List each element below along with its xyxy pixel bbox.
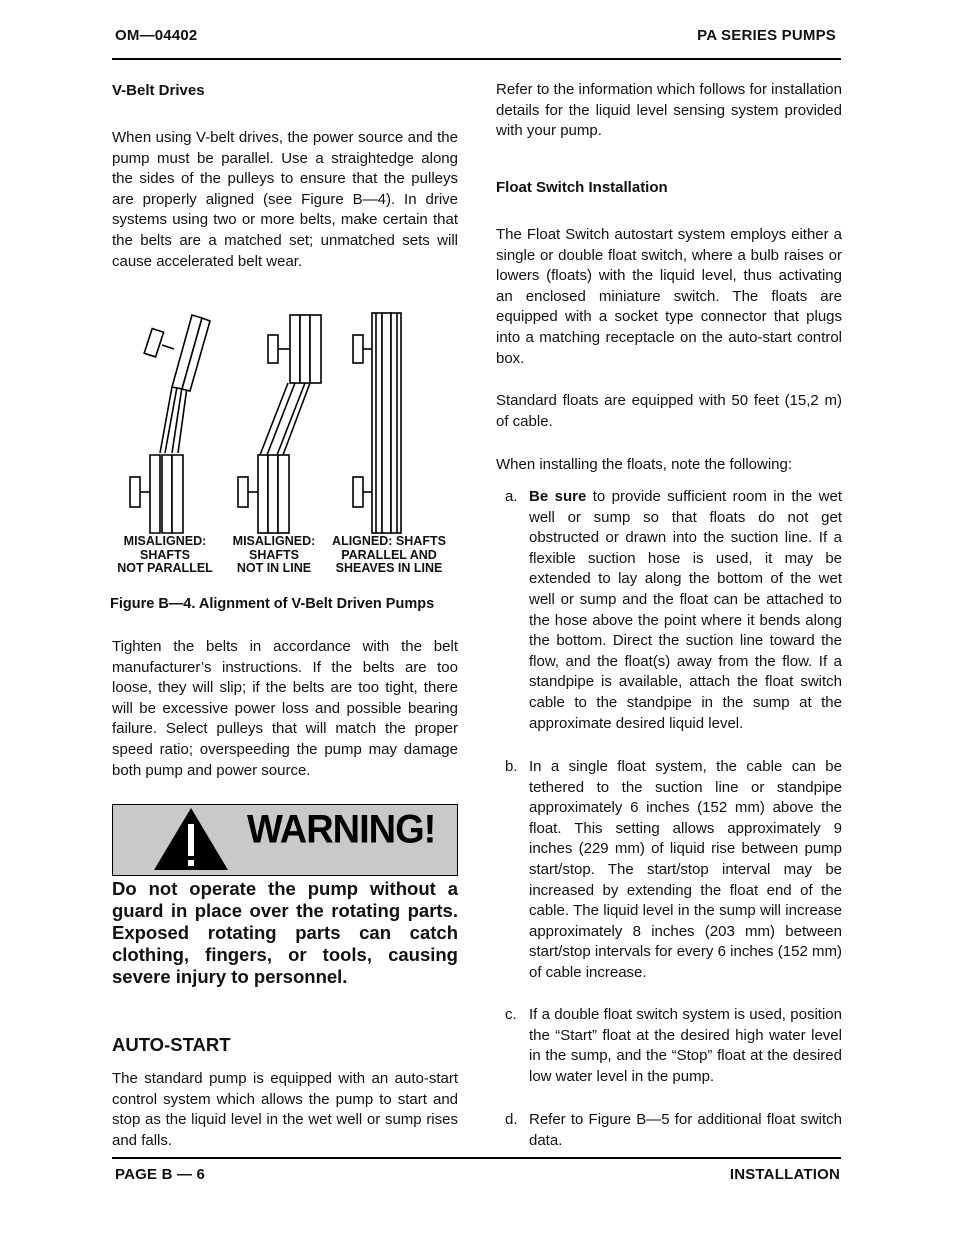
list-item-lead: Be sure [529, 488, 587, 505]
float-switch-paragraph: The Float Switch autostart system employs either a single or double float switch, where a bulb raises or lowers (floats) with the liquid level, thus activating an enclosed miniature switch. The floats are equipped with a socket type connector that plugs into a matching receptacle on the auto-start control box. [496, 226, 842, 367]
figure-label-aligned: ALIGNED: SHAFTS PARALLEL AND SHEAVES IN LINE [332, 534, 446, 575]
tighten-belts-paragraph: Tighten the belts in accordance with the belt manufacturer’s instructions. If the belts are too loose, they will slip; if the belts are too tight, there will be excessive power loss and possible bearing failure. Select pulleys that will match the proper speed ratio; overspeeding the pump may damage both pump and power source. [112, 638, 458, 779]
list-item-text [529, 487, 842, 734]
list-item-text: In a single float system, the cable can be tethered to the suction line or standpipe approximately 6 inches (152 mm) above the float. This setting allows approximately 9 inches (229 mm) of liquid rise between pump start/stop. The start/stop interval may be increased by extending the float end of the cable. The liquid level in the sump will increase approximately 8 inches (203 mm) between start/stop intervals for every 6 inches (152 mm) of cable increase. [529, 758, 842, 981]
vbelt-paragraph: When using V-belt drives, the power source and the pump must be parallel. Use a straightedge along the sides of the pulleys to ensure that the pulleys are properly aligned (see Figure B—4). In drive systems using two or more belts, make certain that the belts are a matched set; unmatched sets will cause accelerated belt wear. [112, 129, 458, 270]
standard-floats-paragraph: Standard floats are equipped with 50 feet (15,2 m) of cable. [496, 392, 842, 430]
page-number: PAGE B — 6 [115, 1166, 206, 1183]
figure-caption: Figure B—4. Alignment of V-Belt Driven Pumps [110, 596, 435, 612]
footer-rule [112, 1157, 841, 1159]
header-rule [112, 58, 841, 60]
list-item-text: If a double float switch system is used, position the “Start” float at the desired high water level in the sump, and the “Stop” float at the desired low water level in the pump. [529, 1006, 842, 1085]
figure-label-not-parallel: MISALIGNED: SHAFTS NOT PARALLEL [117, 534, 213, 575]
list-item-letter: d. [505, 1111, 518, 1128]
document-number: OM—04402 [115, 27, 198, 44]
misaligned-not-in-line-drawing [238, 315, 321, 533]
installing-note-paragraph: When installing the floats, note the following: [496, 456, 793, 473]
aligned-drawing [353, 313, 401, 533]
figure-label-not-in-line: MISALIGNED: SHAFTS NOT IN LINE [232, 534, 316, 575]
warning-triangle-icon [152, 806, 230, 872]
misaligned-not-parallel-drawing [130, 315, 210, 533]
vbelt-heading: V-Belt Drives [112, 82, 205, 99]
series-title: PA SERIES PUMPS [697, 27, 836, 44]
warning-title: WARNING! [247, 808, 436, 853]
intro-paragraph: Refer to the information which follows for installation details for the liquid level sensing system provided with your pump. [496, 81, 842, 140]
list-item-letter: c. [505, 1006, 517, 1023]
float-switch-heading: Float Switch Installation [496, 179, 668, 196]
warning-paragraph: Do not operate the pump without a guard in place over the rotating parts. Exposed rotating parts can catch clothing, fingers, or tools, causing severe injury to personnel. [112, 878, 458, 987]
list-item-letter: b. [505, 758, 518, 775]
list-item-text: Refer to Figure B—5 for additional float switch data. [529, 1111, 842, 1149]
section-name: INSTALLATION [729, 1166, 840, 1183]
auto-start-paragraph: The standard pump is equipped with an auto-start control system which allows the pump to start and stop as the liquid level in the wet well or sump rises and falls. [112, 1070, 458, 1149]
belt-alignment-figure [110, 305, 460, 535]
list-item-body: to provide sufficient room in the wet well or sump so that floats do not get obstructed or drawn into the suction line. If a flexible suction hose is used, it may be extended to lay along the bottom of the wet well or sump and the float can be attached to the hose above the point where it bends along the bottom. Direct the suction line toward the flow, and the float(s) away from the flow. If a standpipe is available, attach the float switch cable to the standpipe in the sump at the approximate desired liquid level. [529, 488, 842, 732]
list-item-letter: a. [505, 488, 518, 505]
auto-start-heading: AUTO-START [112, 1034, 231, 1055]
